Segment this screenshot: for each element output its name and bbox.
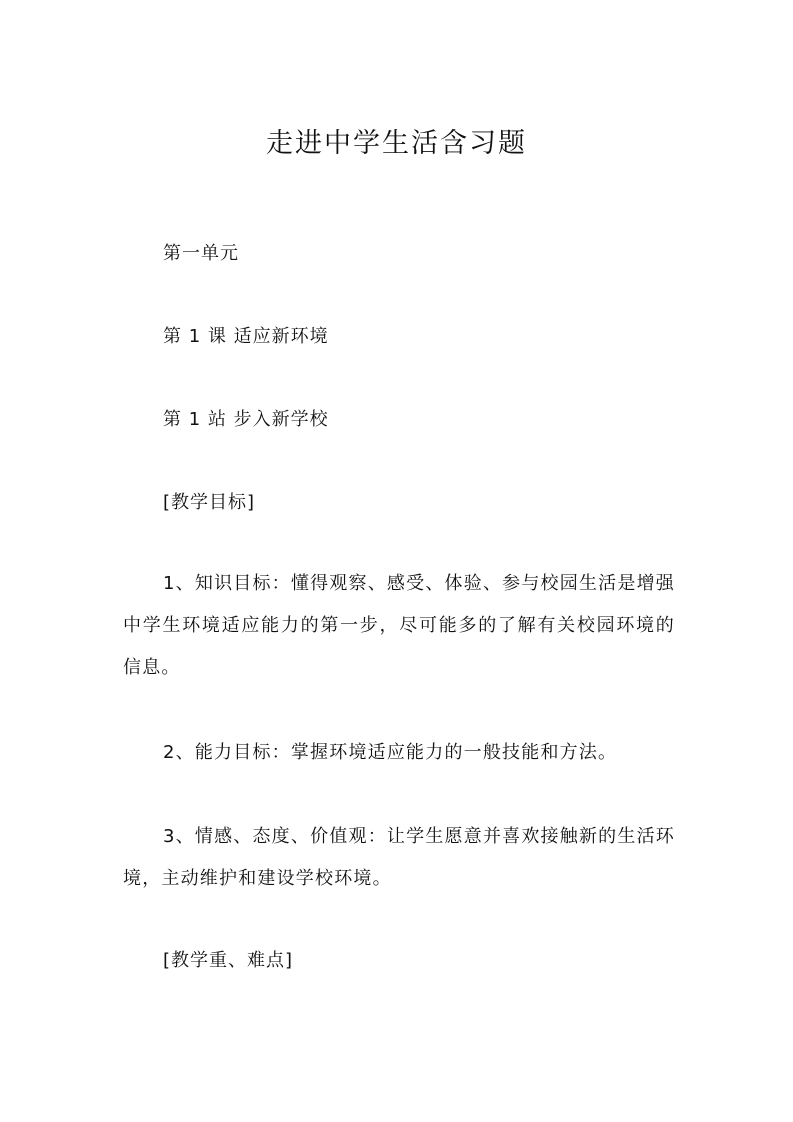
document-title: 走进中学生活含习题 xyxy=(266,128,527,159)
goal-knowledge-paragraph: 1、知识目标：懂得观察、感受、体验、参与校园生活是增强中学生环境适应能力的第一步，尽可能多的了解有关校园环境的信息。 xyxy=(123,573,675,678)
goal-ability-paragraph: 2、能力目标：掌握环境适应能力的一般技能和方法。 xyxy=(163,742,618,763)
section-goals-heading: [教学目标] xyxy=(163,492,256,513)
section-key-points-heading: [教学重、难点] xyxy=(163,950,294,971)
station-heading: 第 1 站 步入新学校 xyxy=(163,409,329,430)
lesson-heading: 第 1 课 适应新环境 xyxy=(163,326,329,347)
unit-heading: 第一单元 xyxy=(163,243,239,264)
goal-emotion-paragraph: 3、情感、态度、价值观：让学生愿意并喜欢接触新的生活环境，主动维护和建设学校环境。 xyxy=(123,826,675,889)
